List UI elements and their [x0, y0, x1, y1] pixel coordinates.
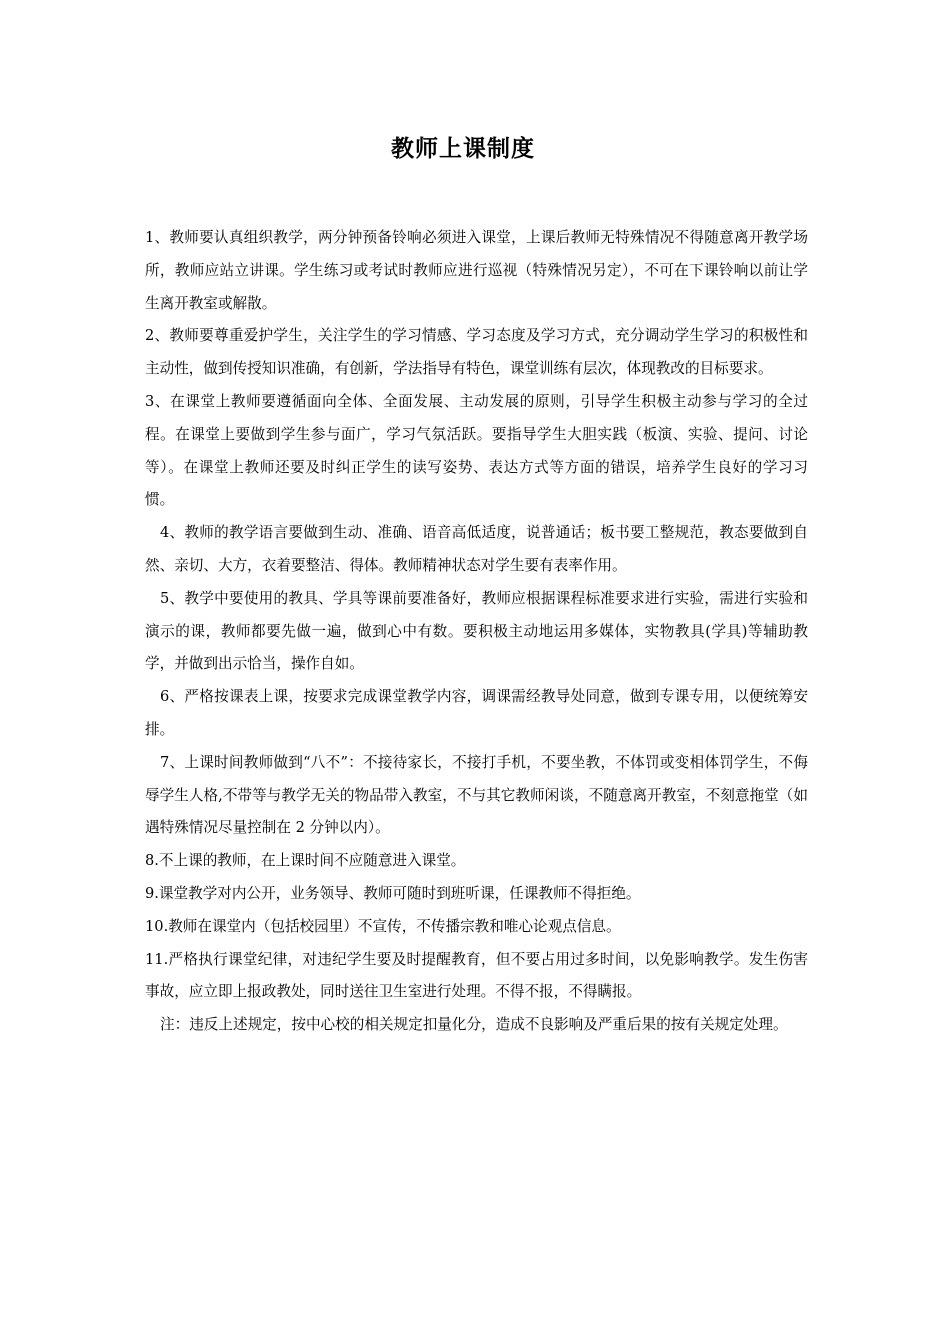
paragraph-5: 5、教学中要使用的教具、学具等课前要准备好，教师应根据课程标准要求进行实验，需进行实验和演示的课，教师都要先做一遍，做到心中有数。要积极主动地运用多媒体，实物教具(学具)等辅助教学，并做到出示恰当，操作自如。: [145, 589, 808, 673]
paragraph-8: 8.不上课的教师，在上课时间不应随意进入课堂。: [145, 852, 466, 870]
paragraph-3: 3、在课堂上教师要遵循面向全体、全面发展、主动发展的原则，引导学生积极主动参与学习的全过程。在课堂上要做到学生参与面广，学习气氛活跃。要指导学生大胆实践（板演、实验、提问、讨论等）。在课堂上教师还要及时纠正学生的读写姿势、表达方式等方面的错误，培养学生良好的学习习惯。: [145, 392, 808, 509]
paragraph-11: 11.严格执行课堂纪律，对违纪学生要及时提醒教育，但不要占用过多时间，以免影响教学。发生伤害事故，应立即上报政教处，同时送往卫生室进行处理。不得不报，不得瞒报。: [145, 950, 808, 1001]
document-body: [145, 222, 808, 1042]
paragraph-9: 9.课堂教学对内公开，业务领导、教师可随时到班听课，任课教师不得拒绝。: [145, 884, 641, 902]
paragraph-4: 4、教师的教学语言要做到生动、准确、语音高低适度，说普通话；板书要工整规范，教态要做到自然、亲切、大方，衣着要整洁、得体。教师精神状态对学生要有表率作用。: [145, 524, 808, 574]
paragraph-6: 6、严格按课表上课，按要求完成课堂教学内容，调课需经教导处同意，做到专课专用，以便统筹安排。: [145, 688, 808, 738]
document-title: 教师上课制度: [391, 136, 535, 162]
note-paragraph: 注：违反上述规定，按中心校的相关规定扣量化分，造成不良影响及严重后果的按有关规定处理。: [160, 1016, 788, 1034]
paragraph-7: 7、上课时间教师做到“八不”：不接待家长，不接打手机，不要坐教，不体罚或变相体罚学生，不侮辱学生人格,不带等与教学无关的物品带入教室，不与其它教师闲谈，不随意离开教室，不刻意拖堂（如遇特殊情况尽量控制在 2 分钟以内）。: [145, 753, 808, 837]
paragraph-2: 2、教师要尊重爱护学生，关注学生的学习情感、学习态度及学习方式，充分调动学生学习的积极性和主动性，做到传授知识准确，有创新，学法指导有特色，课堂训练有层次，体现教改的目标要求。: [145, 327, 808, 378]
paragraph-10: 10.教师在课堂内（包括校园里）不宣传，不传播宗教和唯心论观点信息。: [145, 917, 621, 935]
paragraph-1: 1、教师要认真组织教学，两分钟预备铃响必须进入课堂，上课后教师无特殊情况不得随意离开教学场所，教师应站立讲课。学生练习或考试时教师应进行巡视（特殊情况另定），不可在下课铃响以前让学生离开教室或解散。: [145, 229, 808, 312]
